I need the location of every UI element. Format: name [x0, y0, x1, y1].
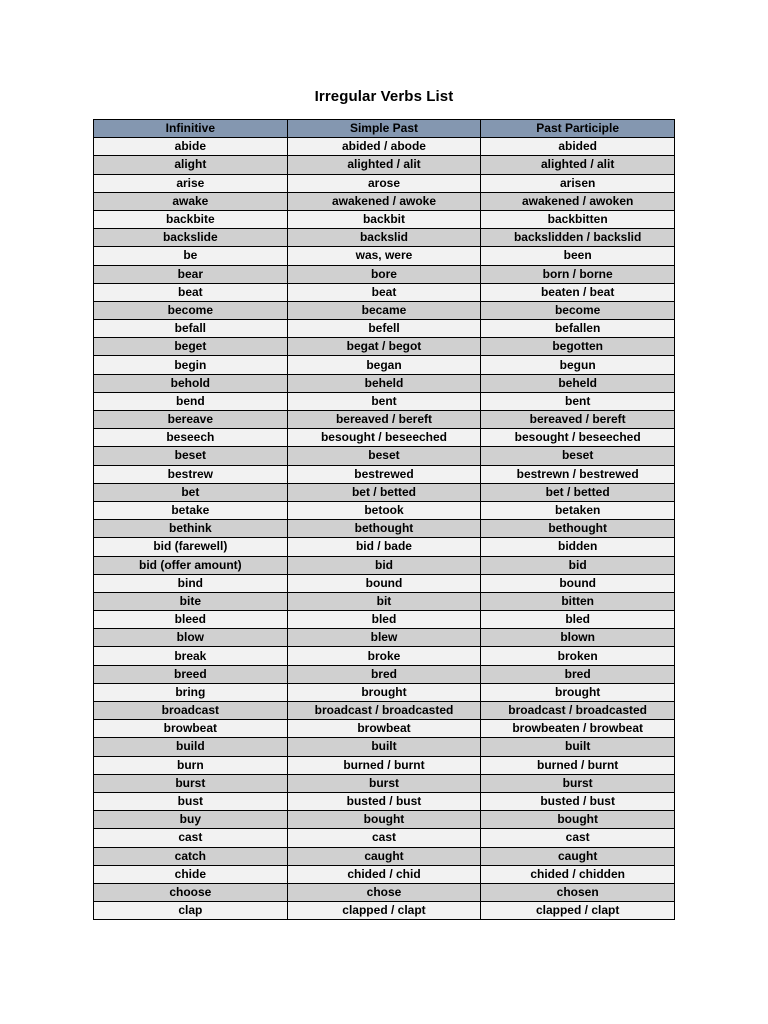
table-row: [94, 883, 675, 901]
infinitive-cell: behold: [94, 374, 288, 392]
table-row: [94, 647, 675, 665]
past-participle-cell: bereaved / bereft: [481, 411, 675, 429]
past-participle-cell: cast: [481, 829, 675, 847]
infinitive-cell: blow: [94, 629, 288, 647]
infinitive-cell: arise: [94, 174, 288, 192]
simple-past-cell: awakened / awoke: [287, 192, 481, 210]
past-participle-cell: broken: [481, 647, 675, 665]
simple-past-cell: arose: [287, 174, 481, 192]
simple-past-cell: bent: [287, 392, 481, 410]
infinitive-cell: bind: [94, 574, 288, 592]
past-participle-cell: burned / burnt: [481, 756, 675, 774]
infinitive-cell: clap: [94, 902, 288, 920]
simple-past-cell: burst: [287, 774, 481, 792]
infinitive-cell: choose: [94, 883, 288, 901]
simple-past-cell: chose: [287, 883, 481, 901]
table-row: [94, 429, 675, 447]
table-row: [94, 392, 675, 410]
simple-past-cell: caught: [287, 847, 481, 865]
simple-past-cell: began: [287, 356, 481, 374]
table-row: [94, 356, 675, 374]
simple-past-cell: abided / abode: [287, 138, 481, 156]
table-row: [94, 483, 675, 501]
table-row: [94, 756, 675, 774]
infinitive-cell: burn: [94, 756, 288, 774]
table-row: [94, 702, 675, 720]
simple-past-cell: alighted / alit: [287, 156, 481, 174]
simple-past-cell: bound: [287, 574, 481, 592]
past-participle-cell: beset: [481, 447, 675, 465]
past-participle-cell: bled: [481, 611, 675, 629]
table-row: [94, 592, 675, 610]
table-row: [94, 411, 675, 429]
simple-past-cell: broadcast / broadcasted: [287, 702, 481, 720]
table-row: [94, 447, 675, 465]
infinitive-cell: breed: [94, 665, 288, 683]
simple-past-cell: bit: [287, 592, 481, 610]
past-participle-cell: bent: [481, 392, 675, 410]
past-participle-cell: been: [481, 247, 675, 265]
table-row: [94, 556, 675, 574]
table-row: [94, 501, 675, 519]
infinitive-cell: alight: [94, 156, 288, 174]
simple-past-cell: bled: [287, 611, 481, 629]
simple-past-cell: backbit: [287, 210, 481, 228]
simple-past-cell: cast: [287, 829, 481, 847]
infinitive-cell: bleed: [94, 611, 288, 629]
past-participle-cell: blown: [481, 629, 675, 647]
table-row: [94, 683, 675, 701]
simple-past-cell: beheld: [287, 374, 481, 392]
infinitive-cell: begin: [94, 356, 288, 374]
table-row: [94, 247, 675, 265]
table-row: [94, 229, 675, 247]
simple-past-cell: bid / bade: [287, 538, 481, 556]
infinitive-cell: awake: [94, 192, 288, 210]
table-row: [94, 210, 675, 228]
simple-past-cell: bid: [287, 556, 481, 574]
simple-past-cell: clapped / clapt: [287, 902, 481, 920]
table-row: [94, 283, 675, 301]
infinitive-cell: chide: [94, 865, 288, 883]
infinitive-cell: become: [94, 301, 288, 319]
past-participle-cell: bethought: [481, 520, 675, 538]
page-title: Irregular Verbs List: [314, 88, 454, 105]
simple-past-cell: broke: [287, 647, 481, 665]
simple-past-cell: was, were: [287, 247, 481, 265]
column-header-past-participle: Past Participle: [481, 120, 675, 138]
past-participle-cell: busted / bust: [481, 792, 675, 810]
table-row: [94, 738, 675, 756]
simple-past-cell: became: [287, 301, 481, 319]
past-participle-cell: bought: [481, 811, 675, 829]
past-participle-cell: beheld: [481, 374, 675, 392]
column-header-infinitive: Infinitive: [94, 120, 288, 138]
table-row: [94, 301, 675, 319]
simple-past-cell: blew: [287, 629, 481, 647]
table-row: [94, 902, 675, 920]
table-row: [94, 138, 675, 156]
table-row: [94, 629, 675, 647]
past-participle-cell: browbeaten / browbeat: [481, 720, 675, 738]
infinitive-cell: buy: [94, 811, 288, 829]
infinitive-cell: bereave: [94, 411, 288, 429]
infinitive-cell: bethink: [94, 520, 288, 538]
past-participle-cell: clapped / clapt: [481, 902, 675, 920]
table-row: [94, 538, 675, 556]
table-row: [94, 611, 675, 629]
past-participle-cell: besought / beseeched: [481, 429, 675, 447]
past-participle-cell: chided / chidden: [481, 865, 675, 883]
past-participle-cell: bestrewn / bestrewed: [481, 465, 675, 483]
infinitive-cell: browbeat: [94, 720, 288, 738]
table-row: [94, 465, 675, 483]
infinitive-cell: build: [94, 738, 288, 756]
table-row: [94, 792, 675, 810]
past-participle-cell: backslidden / backslid: [481, 229, 675, 247]
past-participle-cell: arisen: [481, 174, 675, 192]
simple-past-cell: besought / beseeched: [287, 429, 481, 447]
table-row: [94, 192, 675, 210]
table-row: [94, 156, 675, 174]
past-participle-cell: backbitten: [481, 210, 675, 228]
table-row: [94, 811, 675, 829]
infinitive-cell: burst: [94, 774, 288, 792]
infinitive-cell: beat: [94, 283, 288, 301]
infinitive-cell: catch: [94, 847, 288, 865]
simple-past-cell: beset: [287, 447, 481, 465]
table-row: [94, 574, 675, 592]
infinitive-cell: beget: [94, 338, 288, 356]
past-participle-cell: bidden: [481, 538, 675, 556]
table-row: [94, 865, 675, 883]
simple-past-cell: bethought: [287, 520, 481, 538]
past-participle-cell: bred: [481, 665, 675, 683]
table-body: [94, 138, 675, 920]
table-header-row: [94, 120, 675, 138]
past-participle-cell: begun: [481, 356, 675, 374]
infinitive-cell: bestrew: [94, 465, 288, 483]
infinitive-cell: break: [94, 647, 288, 665]
past-participle-cell: bitten: [481, 592, 675, 610]
infinitive-cell: bet: [94, 483, 288, 501]
infinitive-cell: bear: [94, 265, 288, 283]
past-participle-cell: begotten: [481, 338, 675, 356]
infinitive-cell: abide: [94, 138, 288, 156]
table-row: [94, 829, 675, 847]
table-row: [94, 665, 675, 683]
infinitive-cell: bite: [94, 592, 288, 610]
past-participle-cell: chosen: [481, 883, 675, 901]
past-participle-cell: befallen: [481, 320, 675, 338]
past-participle-cell: brought: [481, 683, 675, 701]
simple-past-cell: brought: [287, 683, 481, 701]
simple-past-cell: betook: [287, 501, 481, 519]
irregular-verbs-table: [93, 119, 675, 920]
table-row: [94, 847, 675, 865]
simple-past-cell: chided / chid: [287, 865, 481, 883]
simple-past-cell: beat: [287, 283, 481, 301]
past-participle-cell: caught: [481, 847, 675, 865]
infinitive-cell: be: [94, 247, 288, 265]
table-row: [94, 320, 675, 338]
past-participle-cell: born / borne: [481, 265, 675, 283]
infinitive-cell: backbite: [94, 210, 288, 228]
simple-past-cell: bestrewed: [287, 465, 481, 483]
infinitive-cell: bring: [94, 683, 288, 701]
simple-past-cell: bred: [287, 665, 481, 683]
simple-past-cell: backslid: [287, 229, 481, 247]
past-participle-cell: bound: [481, 574, 675, 592]
table-row: [94, 720, 675, 738]
infinitive-cell: broadcast: [94, 702, 288, 720]
column-header-simple-past: Simple Past: [287, 120, 481, 138]
simple-past-cell: burned / burnt: [287, 756, 481, 774]
past-participle-cell: alighted / alit: [481, 156, 675, 174]
infinitive-cell: bend: [94, 392, 288, 410]
simple-past-cell: browbeat: [287, 720, 481, 738]
infinitive-cell: betake: [94, 501, 288, 519]
infinitive-cell: beseech: [94, 429, 288, 447]
past-participle-cell: awakened / awoken: [481, 192, 675, 210]
infinitive-cell: beset: [94, 447, 288, 465]
simple-past-cell: bore: [287, 265, 481, 283]
past-participle-cell: become: [481, 301, 675, 319]
infinitive-cell: bid (offer amount): [94, 556, 288, 574]
table-row: [94, 520, 675, 538]
past-participle-cell: broadcast / broadcasted: [481, 702, 675, 720]
past-participle-cell: bet / betted: [481, 483, 675, 501]
past-participle-cell: abided: [481, 138, 675, 156]
simple-past-cell: bought: [287, 811, 481, 829]
infinitive-cell: bid (farewell): [94, 538, 288, 556]
infinitive-cell: cast: [94, 829, 288, 847]
past-participle-cell: betaken: [481, 501, 675, 519]
table-row: [94, 338, 675, 356]
simple-past-cell: bet / betted: [287, 483, 481, 501]
simple-past-cell: befell: [287, 320, 481, 338]
infinitive-cell: befall: [94, 320, 288, 338]
past-participle-cell: built: [481, 738, 675, 756]
simple-past-cell: bereaved / bereft: [287, 411, 481, 429]
table-row: [94, 174, 675, 192]
past-participle-cell: burst: [481, 774, 675, 792]
table-row: [94, 374, 675, 392]
simple-past-cell: built: [287, 738, 481, 756]
infinitive-cell: bust: [94, 792, 288, 810]
simple-past-cell: begat / begot: [287, 338, 481, 356]
infinitive-cell: backslide: [94, 229, 288, 247]
past-participle-cell: beaten / beat: [481, 283, 675, 301]
past-participle-cell: bid: [481, 556, 675, 574]
table-row: [94, 265, 675, 283]
table-row: [94, 774, 675, 792]
simple-past-cell: busted / bust: [287, 792, 481, 810]
